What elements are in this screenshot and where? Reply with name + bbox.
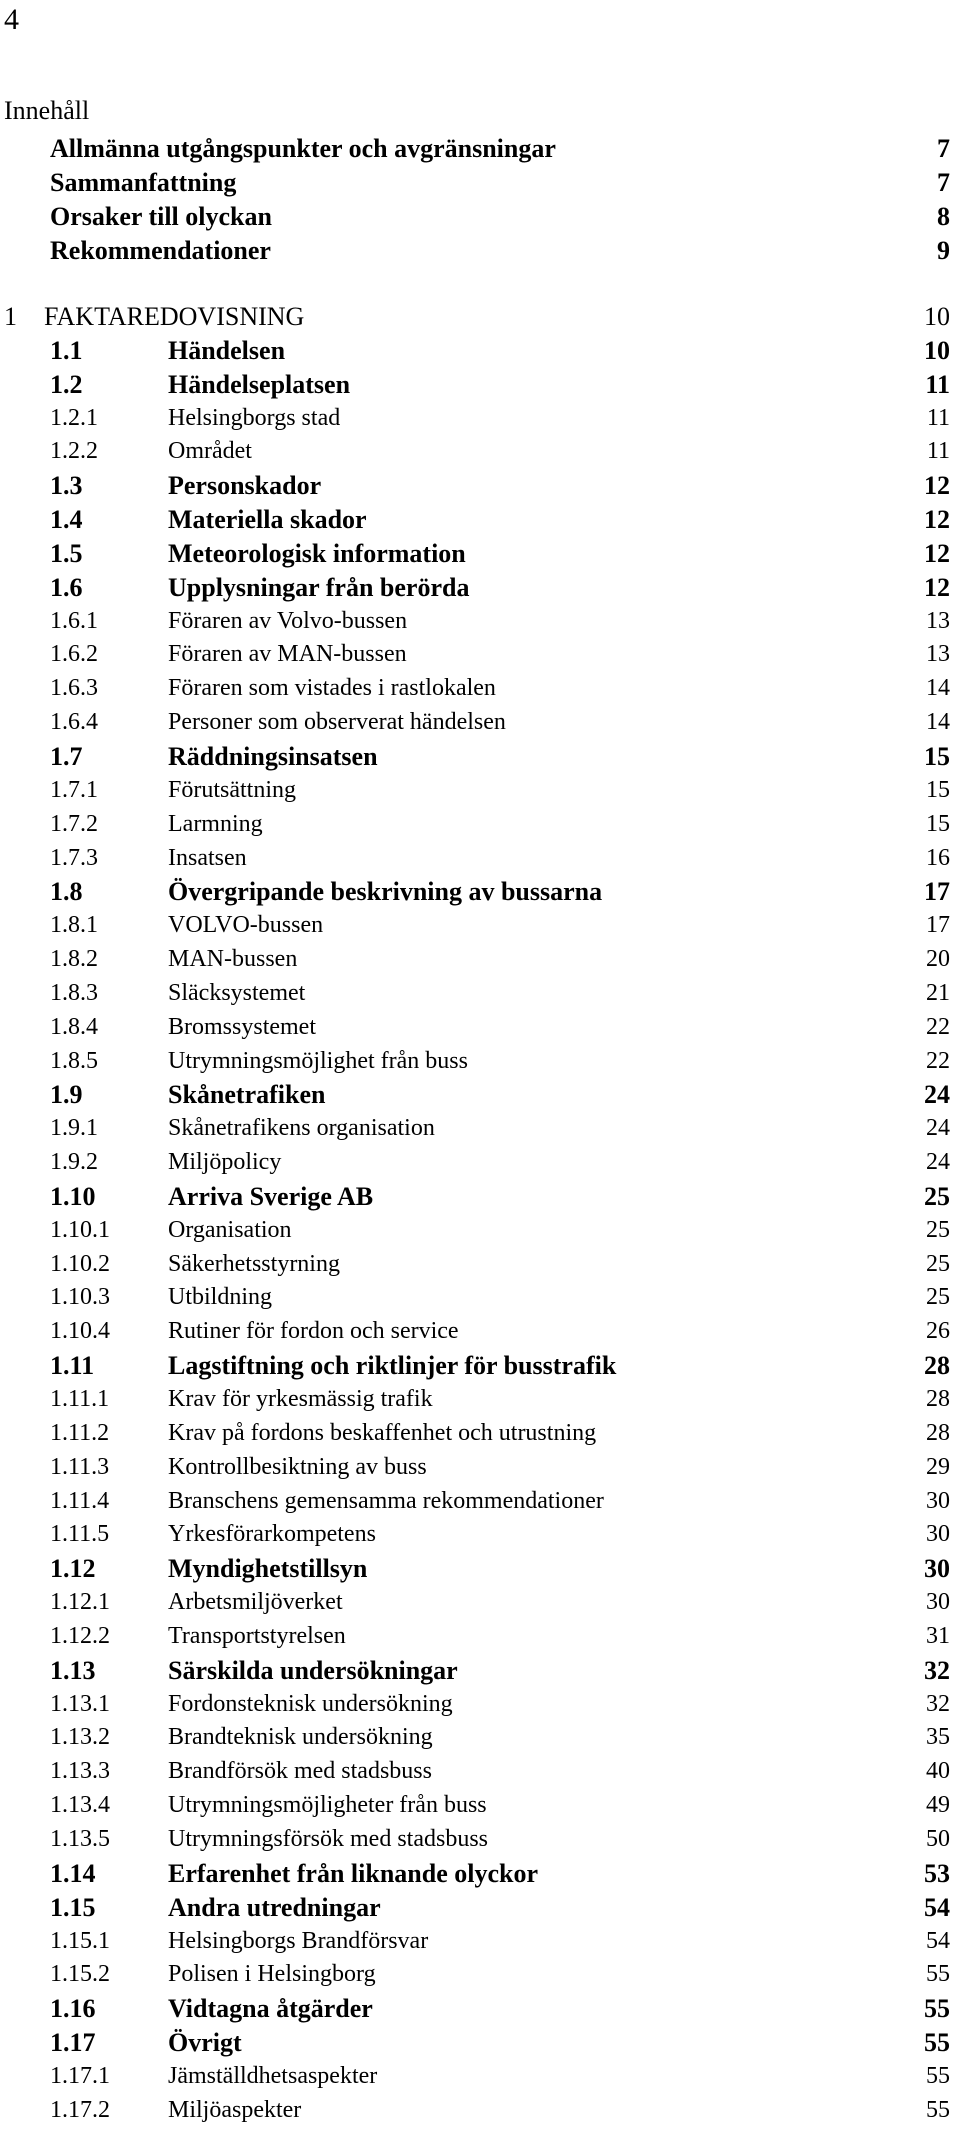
toc-entry-number: 1.7.2 (50, 810, 98, 837)
toc-entry[interactable] (0, 1349, 960, 1383)
toc-entry-title: Föraren som vistades i rastlokalen (168, 675, 496, 702)
toc-entry[interactable] (0, 672, 960, 706)
toc-entry-number: 1 (4, 302, 17, 331)
toc-entry-page: 49 (926, 1792, 950, 1819)
toc-summary-list (50, 132, 950, 268)
toc-entry-page: 28 (924, 1351, 950, 1381)
toc-entry-number: 1.7 (50, 741, 83, 771)
toc-entry[interactable] (0, 334, 960, 368)
toc-summary-text: Orsaker till olyckan (50, 202, 272, 231)
toc-entry[interactable] (0, 1315, 960, 1349)
toc-summary-text: Rekommendationer (50, 236, 271, 265)
toc-entry-number: 1.7.1 (50, 776, 98, 803)
toc-entry[interactable] (0, 740, 960, 774)
toc-entry-number: 1.16 (50, 1994, 96, 2024)
toc-entry[interactable] (0, 1281, 960, 1315)
toc-entry-title: Säkerhetsstyrning (168, 1250, 340, 1277)
toc-entry-page: 12 (924, 505, 950, 535)
toc-entry-page: 24 (926, 1115, 950, 1142)
toc-entry-page: 28 (926, 1419, 950, 1446)
toc-summary-page: 8 (937, 202, 950, 231)
toc-entry-title: Särskilda undersökningar (168, 1655, 458, 1685)
toc-entry-title: Materiella skador (168, 505, 367, 535)
toc-summary-item[interactable] (50, 200, 950, 234)
toc-entry-page: 31 (926, 1622, 950, 1649)
toc-entry-page: 11 (926, 404, 950, 431)
toc-entry[interactable] (0, 537, 960, 571)
toc-entry[interactable] (0, 1789, 960, 1823)
toc-entry[interactable] (0, 1417, 960, 1451)
toc-entry-title: Utrymningsmöjlighet från buss (168, 1047, 468, 1074)
toc-entry-title: Arbetsmiljöverket (168, 1589, 343, 1616)
toc-entry-title: Brandförsök med stadsbuss (168, 1758, 432, 1785)
toc-entry-page: 32 (924, 1655, 950, 1685)
toc-entry[interactable] (0, 1078, 960, 1112)
toc-entry-page: 24 (924, 1080, 950, 1110)
toc-entry-page: 55 (924, 2028, 950, 2058)
toc-entry[interactable] (0, 1383, 960, 1417)
toc-entry-title: Händelsen (168, 335, 286, 365)
toc-entry[interactable] (0, 1755, 960, 1789)
toc-entry-title: Skånetrafiken (168, 1080, 326, 1110)
toc-entry[interactable] (0, 909, 960, 943)
toc-entry[interactable] (0, 774, 960, 808)
toc-entry-number: 1.9.1 (50, 1115, 98, 1142)
toc-entry-title: Brandteknisk undersökning (168, 1724, 433, 1751)
toc-entry-number: 1.3 (50, 471, 83, 501)
toc-entry-title: Myndighetstillsyn (168, 1554, 368, 1584)
toc-entry-title: Personskador (168, 471, 322, 501)
toc-entry-title: Fordonsteknisk undersökning (168, 1690, 453, 1717)
toc-entry-title: Utrymningsmöjligheter från buss (168, 1792, 487, 1819)
toc-entry-page: 22 (926, 1047, 950, 1074)
toc-entry-title: Helsingborgs stad (168, 404, 341, 431)
toc-entry[interactable] (0, 1451, 960, 1485)
toc-entry-number: 1.11.4 (50, 1487, 110, 1514)
toc-entry-number: 1.11.1 (50, 1386, 110, 1412)
toc-entry-number: 1.10.3 (50, 1284, 110, 1311)
toc-entry-title: Andra utredningar (168, 1892, 381, 1922)
toc-entry[interactable] (0, 1180, 960, 1214)
toc-entry-page: 17 (926, 912, 950, 939)
toc-entry-number: 1.4 (50, 505, 83, 535)
toc-entry-title: Utrymningsförsök med stadsbuss (168, 1825, 488, 1852)
toc-entry-number: 1.10 (50, 1181, 96, 1211)
toc-entry-page: 12 (924, 471, 950, 501)
toc-entry-page: 22 (926, 1013, 950, 1040)
toc-entry-title: MAN-bussen (168, 946, 298, 973)
toc-summary-page: 7 (937, 168, 950, 197)
toc-entry-title: Miljöpolicy (168, 1149, 282, 1176)
toc-entry-title: Området (168, 438, 252, 465)
toc-entry-page: 15 (926, 810, 950, 837)
toc-title: Innehåll (4, 96, 90, 125)
toc-entry-page: 53 (924, 1858, 950, 1888)
toc-entry-page: 55 (924, 1994, 950, 2024)
toc-entry-number: 1.8.3 (50, 979, 98, 1006)
toc-entry[interactable] (0, 1045, 960, 1079)
toc-entry-page: 12 (924, 572, 950, 602)
toc-entry-page: 11 (925, 369, 950, 399)
toc-entry-title: Yrkesförarkompetens (168, 1521, 376, 1548)
toc-entry-title: Släcksystemet (168, 979, 306, 1006)
toc-entry-number: 1.11.2 (50, 1419, 110, 1446)
toc-entry-number: 1.17.1 (50, 2062, 110, 2089)
toc-entry[interactable] (0, 571, 960, 605)
toc-entry-page: 17 (924, 877, 950, 907)
toc-entry-number: 1.8.5 (50, 1047, 98, 1074)
toc-entry-title: Transportstyrelsen (168, 1622, 346, 1649)
toc-entry-title: Rutiner för fordon och service (168, 1318, 459, 1345)
toc-entry-number: 1.13.5 (50, 1825, 110, 1852)
toc-entry-title: Personer som observerat händelsen (168, 709, 506, 736)
toc-entry-title: Vidtagna åtgärder (168, 1994, 373, 2024)
toc-entry-title: Övrigt (168, 2028, 242, 2058)
toc-entry-number: 1.15.1 (50, 1927, 110, 1954)
toc-entry-page: 13 (926, 641, 950, 668)
toc-entry[interactable] (0, 1688, 960, 1722)
toc-entry[interactable] (0, 1586, 960, 1620)
toc-entry-page: 21 (926, 979, 950, 1006)
toc-entry-number: 1.17 (50, 2028, 96, 2058)
toc-entry-title: VOLVO-bussen (168, 912, 324, 939)
toc-entry-page: 15 (926, 776, 950, 803)
toc-entry-number: 1.8.1 (50, 912, 98, 939)
toc-summary-text: Allmänna utgångspunkter och avgränsningar (50, 134, 556, 163)
toc-entry-title: Upplysningar från berörda (168, 572, 470, 602)
toc-entry-page: 16 (926, 844, 950, 871)
toc-entry[interactable] (0, 503, 960, 537)
toc-entry[interactable] (0, 1654, 960, 1688)
toc-entry[interactable] (0, 1518, 960, 1552)
toc-entry[interactable] (0, 808, 960, 842)
toc-entry-page: 28 (926, 1386, 950, 1412)
toc-summary-item[interactable] (50, 132, 950, 166)
toc-entry[interactable] (0, 1992, 960, 2026)
toc-entry[interactable] (0, 435, 960, 469)
toc-entry[interactable] (0, 2094, 960, 2128)
toc-entry-page: 55 (926, 2062, 950, 2089)
toc-entry-number: 1.15.2 (50, 1961, 110, 1988)
toc-entry-title: Larmning (168, 810, 263, 837)
toc-entry-title: Utbildning (168, 1284, 273, 1311)
toc-entry-number: 1.13.4 (50, 1792, 110, 1819)
toc-entry-page: 54 (924, 1892, 950, 1922)
toc-entry-page: 29 (926, 1453, 950, 1480)
toc-entry-title: Arriva Sverige AB (168, 1181, 374, 1211)
toc-entry-number: 1.2 (50, 369, 83, 399)
toc-entry-title: Kontrollbesiktning av buss (168, 1453, 427, 1480)
toc-entry-page: 15 (924, 741, 950, 771)
toc-entry-title: Övergripande beskrivning av bussarna (168, 877, 603, 907)
toc-entry-title: Räddningsinsatsen (168, 741, 378, 771)
toc-entry-number: 1.12 (50, 1554, 96, 1584)
toc-entry-number: 1.8 (50, 877, 83, 907)
toc-entry-number: 1.12.2 (50, 1622, 110, 1649)
toc-summary-page: 9 (937, 236, 950, 265)
toc-entry[interactable] (0, 1620, 960, 1654)
toc-entry-number: 1.15 (50, 1892, 96, 1922)
toc-entry-number: 1.2.2 (50, 438, 98, 465)
toc-summary-item[interactable] (50, 166, 950, 200)
toc-entry[interactable] (0, 1011, 960, 1045)
toc-entry[interactable] (0, 875, 960, 909)
toc-entry[interactable] (0, 1891, 960, 1925)
toc-entry-title: Krav på fordons beskaffenhet och utrustning (168, 1419, 597, 1446)
toc-summary-text: Sammanfattning (50, 168, 237, 197)
toc-entry[interactable] (0, 943, 960, 977)
toc-entry-number: 1.10.2 (50, 1250, 110, 1277)
toc-entry-title: Branschens gemensamma rekommendationer (168, 1487, 604, 1514)
toc-entry-page: 13 (926, 607, 950, 634)
toc-entry-page: 10 (924, 302, 950, 331)
toc-entry-title: Lagstiftning och riktlinjer för busstrafik (168, 1351, 617, 1381)
toc-entry[interactable] (0, 1857, 960, 1891)
toc-entry-title: Skånetrafikens organisation (168, 1115, 435, 1142)
toc-entry-title: Föraren av MAN-bussen (168, 641, 407, 668)
toc-entry-title: Föraren av Volvo-bussen (168, 607, 408, 634)
toc-entry[interactable] (0, 1214, 960, 1248)
toc-entry-page: 14 (926, 675, 950, 702)
toc-entry-number: 1.17.2 (50, 2096, 110, 2123)
toc-entry-number: 1.10.4 (50, 1318, 110, 1345)
toc-entry-number: 1.6.1 (50, 607, 98, 634)
toc-entry-number: 1.5 (50, 538, 83, 568)
toc-entry-page: 55 (926, 2096, 950, 2123)
toc-entry-title: Krav för yrkesmässig trafik (168, 1386, 433, 1412)
toc-entry[interactable] (0, 1146, 960, 1180)
toc-entry-title: Erfarenhet från liknande olyckor (168, 1858, 539, 1888)
toc-entry[interactable] (0, 2060, 960, 2094)
toc-entry[interactable] (0, 1112, 960, 1146)
toc-entry-page: 54 (926, 1927, 950, 1954)
toc-entry-list (0, 300, 960, 2128)
toc-entry-title: Jämställdhetsaspekter (168, 2062, 378, 2089)
toc-entry-number: 1.11 (50, 1351, 95, 1381)
toc-entry-page: 30 (924, 1554, 950, 1584)
toc-entry-page: 40 (926, 1758, 950, 1785)
toc-entry-number: 1.10.1 (50, 1216, 110, 1243)
toc-entry-page: 30 (926, 1589, 950, 1616)
toc-entry-title: Meteorologisk information (168, 538, 466, 568)
toc-entry[interactable] (0, 638, 960, 672)
toc-entry-number: 1.13.1 (50, 1690, 110, 1717)
toc-entry-title: Polisen i Helsingborg (168, 1961, 376, 1988)
toc-entry-page: 20 (926, 946, 950, 973)
toc-entry[interactable] (0, 300, 960, 334)
toc-entry[interactable] (0, 977, 960, 1011)
toc-entry-page: 26 (926, 1318, 950, 1345)
toc-entry-page: 50 (926, 1825, 950, 1852)
toc-entry[interactable] (0, 2026, 960, 2060)
toc-entry[interactable] (0, 368, 960, 402)
toc-entry-page: 12 (924, 538, 950, 568)
toc-entry[interactable] (0, 706, 960, 740)
toc-entry[interactable] (0, 1248, 960, 1282)
toc-entry-number: 1.13.3 (50, 1758, 110, 1785)
toc-entry[interactable] (0, 469, 960, 503)
toc-entry-page: 10 (924, 335, 950, 365)
toc-entry-number: 1.6 (50, 572, 83, 602)
toc-entry-page: 30 (926, 1487, 950, 1514)
toc-entry-number: 1.13.2 (50, 1724, 110, 1751)
toc-entry-number: 1.9 (50, 1080, 83, 1110)
toc-entry-number: 1.9.2 (50, 1149, 98, 1176)
toc-entry-page: 25 (926, 1216, 950, 1243)
toc-entry[interactable] (0, 842, 960, 876)
toc-entry-number: 1.11.5 (50, 1521, 110, 1548)
toc-entry[interactable] (0, 1925, 960, 1959)
toc-entry-page: 14 (926, 709, 950, 736)
toc-entry-title: Förutsättning (168, 776, 297, 803)
toc-entry-number: 1.14 (50, 1858, 96, 1888)
toc-entry-title: Miljöaspekter (168, 2096, 302, 2123)
toc-entry[interactable] (0, 402, 960, 436)
toc-entry-number: 1.6.2 (50, 641, 98, 668)
toc-entry-number: 1.8.2 (50, 946, 98, 973)
toc-entry-page: 11 (926, 438, 950, 465)
toc-entry-number: 1.8.4 (50, 1013, 98, 1040)
toc-entry-number: 1.7.3 (50, 844, 98, 871)
toc-entry-number: 1.6.3 (50, 675, 98, 702)
toc-entry-page: 24 (926, 1149, 950, 1176)
toc-entry[interactable] (0, 605, 960, 639)
toc-summary-item[interactable] (50, 234, 950, 268)
toc-entry-title: FAKTAREDOVISNING (44, 302, 305, 331)
toc-entry-page: 32 (926, 1690, 950, 1717)
toc-entry-title: Händelseplatsen (168, 369, 351, 399)
toc-entry-title: Helsingborgs Brandförsvar (168, 1927, 429, 1954)
toc-entry-title: Insatsen (168, 844, 247, 871)
toc-entry[interactable] (0, 1552, 960, 1586)
toc-entry-number: 1.1 (50, 335, 83, 365)
toc-entry-page: 35 (926, 1724, 950, 1751)
toc-entry-number: 1.13 (50, 1655, 96, 1685)
toc-entry-page: 25 (926, 1250, 950, 1277)
page-number: 4 (4, 3, 19, 36)
toc-entry-number: 1.6.4 (50, 709, 98, 736)
toc-entry-number: 1.11.3 (50, 1453, 110, 1480)
toc-entry-title: Organisation (168, 1216, 292, 1243)
toc-entry-page: 25 (924, 1181, 950, 1211)
toc-entry[interactable] (0, 1485, 960, 1519)
toc-entry-number: 1.2.1 (50, 404, 98, 431)
toc-entry-page: 30 (926, 1521, 950, 1548)
toc-entry-page: 55 (926, 1961, 950, 1988)
toc-entry-page: 25 (926, 1284, 950, 1311)
toc-entry-title: Bromssystemet (168, 1013, 316, 1040)
toc-entry[interactable] (0, 1823, 960, 1857)
toc-entry[interactable] (0, 1958, 960, 1992)
toc-summary-page: 7 (937, 134, 950, 163)
toc-entry-number: 1.12.1 (50, 1589, 110, 1616)
toc-entry[interactable] (0, 1721, 960, 1755)
